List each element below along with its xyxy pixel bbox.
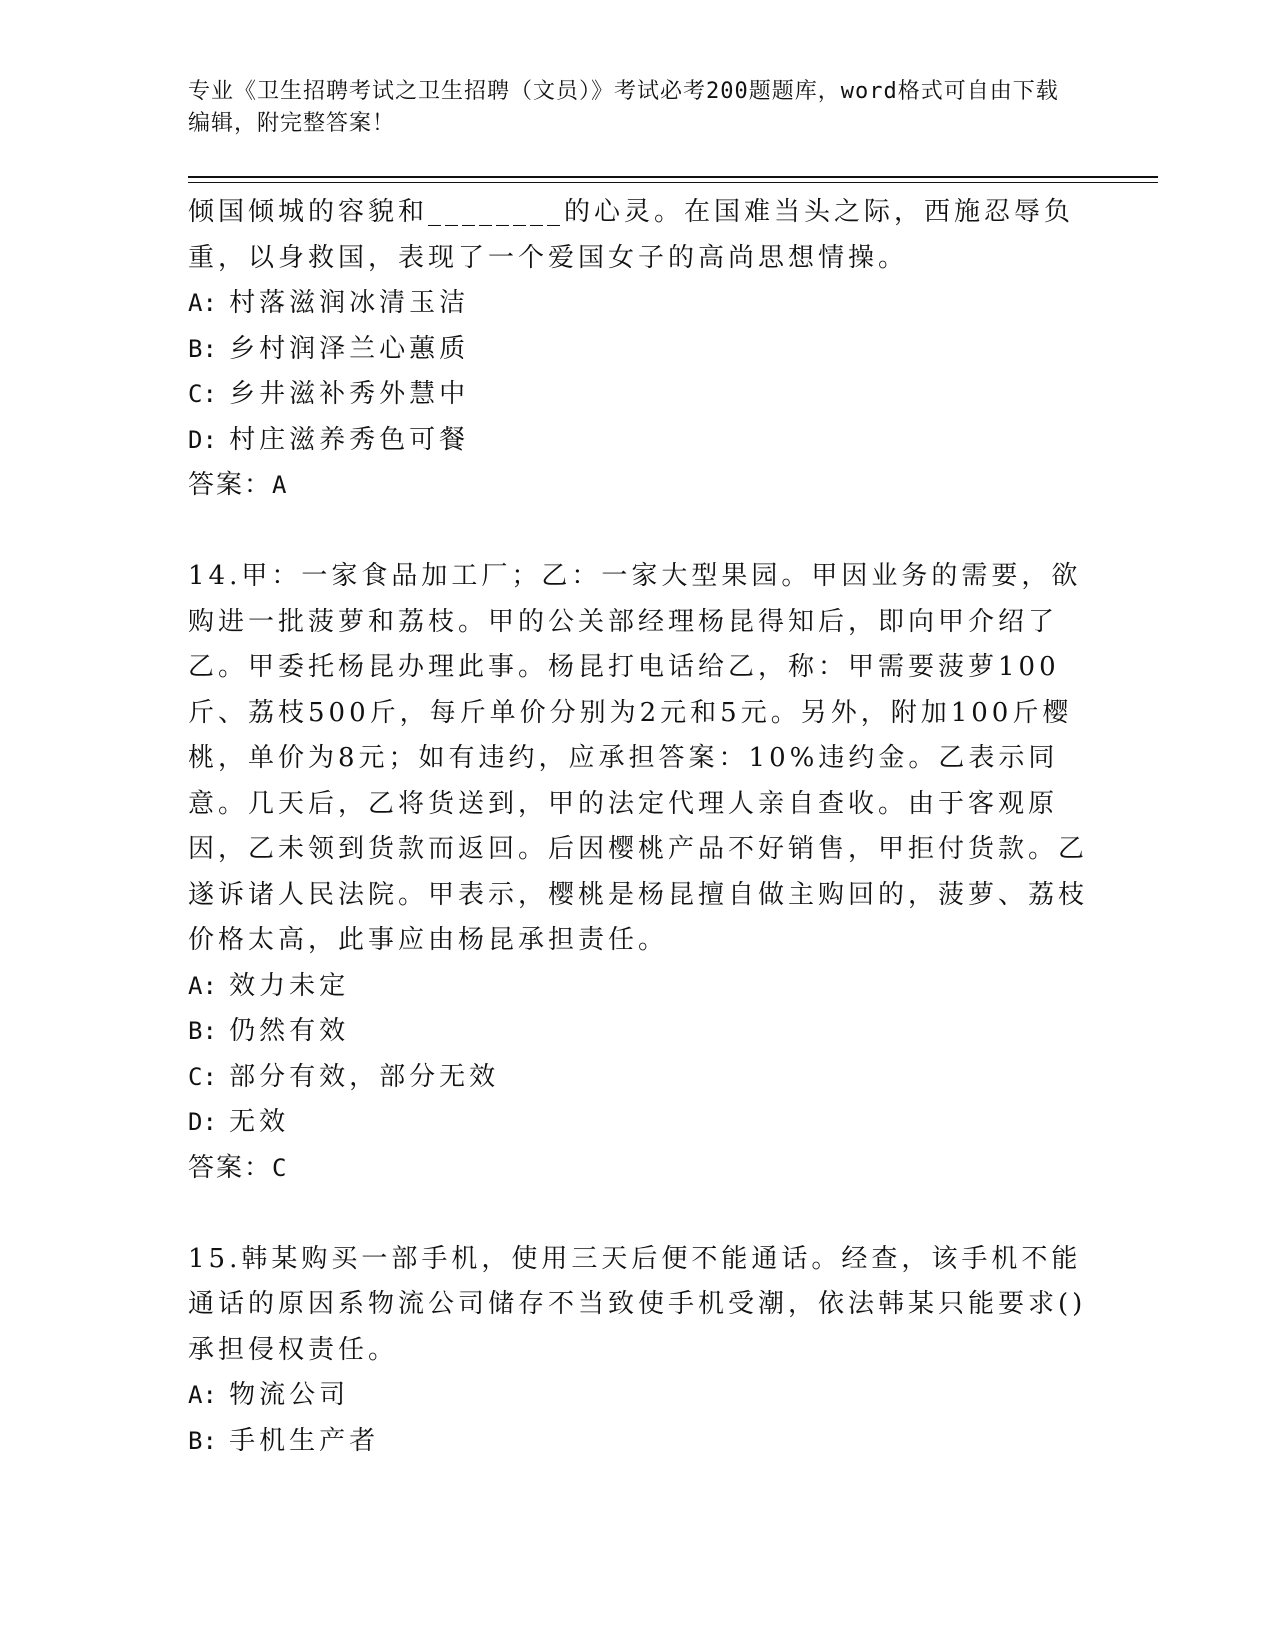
question-13-option-a <box>188 281 1088 327</box>
option-text: 物流公司 <box>229 1380 350 1410</box>
option-letter: B: <box>188 334 217 363</box>
question-14-stem: 14.甲：一家食品加工厂；乙：一家大型果园。甲因业务的需要，欲购进一批菠萝和荔枝。甲的公关部经理杨昆得知后，即向甲介绍了乙。甲委托杨昆办理此事。杨昆打电话给乙，称：甲需要菠萝100斤、荔枝500斤，每斤单价分别为2元和5元。另外，附加100斤樱桃，单价为8元；如有违约，应承担答案：10%违约金。乙表示同意。几天后，乙将货送到，甲的法定代理人亲自查收。由于客观原因，乙未领到货款而返回。后因樱桃产品不好销售，甲拒付货款。乙遂诉诸人民法院。甲表示，樱桃是杨昆擅自做主购回的，菠萝、荔枝价格太高，此事应由杨昆承担责任。 <box>188 561 1089 955</box>
question-13-stem: 倾国倾城的容貌和________的心灵。在国难当头之际，西施忍辱负重，以身救国，表现了一个爱国女子的高尚思想情操。 <box>188 197 1075 273</box>
option-text: 乡井滋补秀外慧中 <box>229 379 470 409</box>
document-header: 专业《卫生招聘考试之卫生招聘（文员）》考试必考200题题库，word格式可自由下载编辑，附完整答案！ <box>188 79 1059 136</box>
question-14-option-a <box>188 964 1088 1010</box>
answer-label: 答案： <box>188 470 273 500</box>
option-text: 仍然有效 <box>229 1016 350 1046</box>
option-letter: A: <box>188 289 217 317</box>
option-letter: A: <box>188 971 217 1000</box>
option-text: 无效 <box>229 1107 290 1137</box>
question-14-option-c <box>188 1055 1088 1101</box>
question-14-answer <box>188 1146 1088 1192</box>
question-15-option-b <box>188 1419 1088 1465</box>
option-letter: D: <box>188 425 217 454</box>
option-letter: C: <box>188 1062 217 1091</box>
option-letter: B: <box>188 1426 217 1455</box>
option-letter: B: <box>188 1017 217 1045</box>
answer-value: C <box>272 1153 289 1182</box>
document-body <box>188 190 1088 1464</box>
option-text: 村落滋润冰清玉洁 <box>229 288 470 318</box>
question-13-option-d <box>188 418 1088 464</box>
question-14-option-b <box>188 1009 1088 1055</box>
option-text: 部分有效，部分无效 <box>229 1061 500 1092</box>
spacer <box>188 509 1088 555</box>
answer-label: 答案： <box>188 1152 273 1183</box>
question-13-option-c <box>188 372 1088 418</box>
option-text: 乡村润泽兰心蕙质 <box>229 333 470 364</box>
option-text: 村庄滋养秀色可餐 <box>229 424 470 455</box>
question-15-option-a <box>188 1373 1088 1419</box>
question-13-option-b <box>188 327 1088 373</box>
question-14-option-d <box>188 1100 1088 1146</box>
option-letter: D: <box>188 1108 217 1136</box>
spacer <box>188 1191 1088 1237</box>
answer-value: A <box>272 471 289 499</box>
question-15-stem: 15.韩某购买一部手机，使用三天后便不能通话。经查，该手机不能通话的原因系物流公司储存不当致使手机受潮，依法韩某只能要求()承担侵权责任。 <box>188 1243 1087 1365</box>
option-text: 效力未定 <box>229 970 350 1001</box>
question-13-answer <box>188 463 1088 509</box>
option-letter: A: <box>188 1381 217 1409</box>
option-letter: C: <box>188 380 217 408</box>
option-text: 手机生产者 <box>229 1425 380 1456</box>
header-rule-thick <box>188 176 1158 178</box>
header-rule-thin <box>188 182 1158 183</box>
